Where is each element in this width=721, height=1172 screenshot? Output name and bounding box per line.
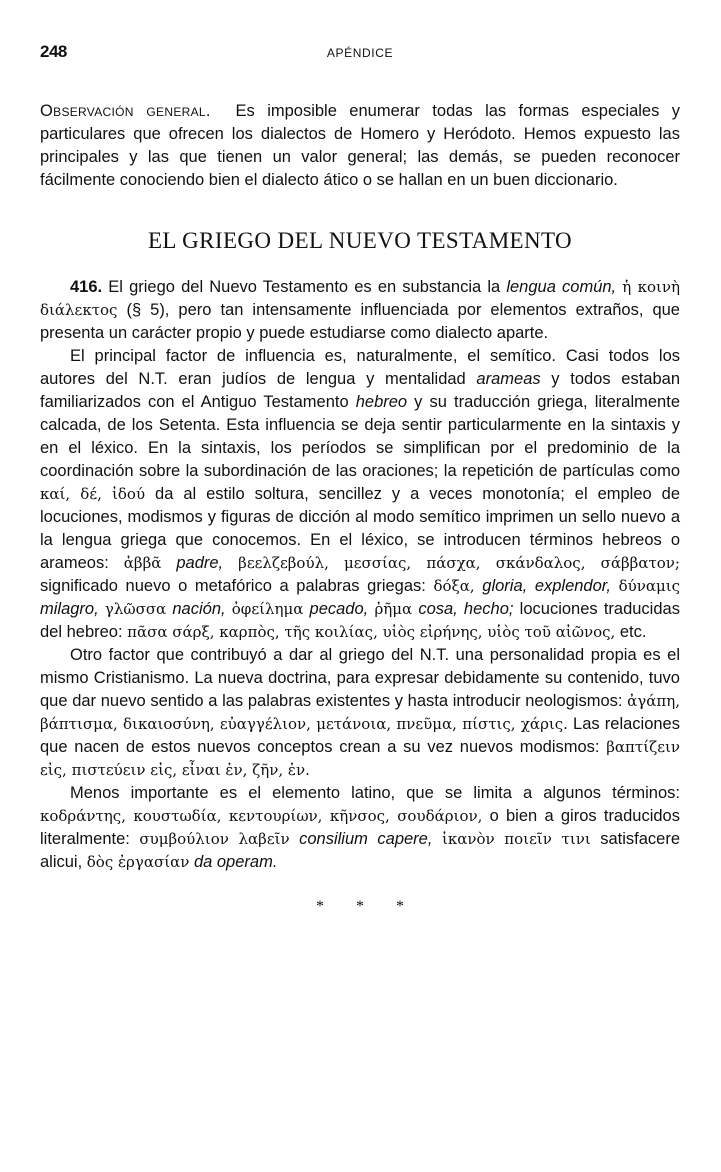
p2-greek-n: δύναμις [618,577,680,595]
p2-text-a: El principal factor de influencia es, naturalmente, el semítico. Casi todos los autores del N.T. eran judíos de lengua y mentalidad [40,347,680,388]
p2-italic-o: milagro, [40,600,99,618]
paragraph-christianity [40,644,680,782]
section-end-mark: * * * [316,898,418,915]
running-head [40,40,680,64]
p1-text-d: (§ 5), pero tan intensamente influenciada por elementos extraños, que presenta un carácter propio y puede estudiarse como dialecto aparte. [40,301,680,342]
p2-greek-t: ῥῆμα [374,600,413,618]
p2-greek-j: βεελζεβούλ, μεσσίας, πάσχα, σκάνδαλος, σάββατον; [238,554,680,572]
p4-text-g: satisfacere alicui, [40,830,680,871]
observation-label: Observación general. [40,102,211,120]
p4-italic-i: da operam. [193,853,278,871]
p4-greek-d: συμβούλιον λαβεῖν [139,830,290,848]
p2-italic-i: padre, [176,554,224,572]
page-number: 248 [40,42,67,61]
p2-greek-w: πᾶσα σάρξ, καρπὸς, τῆς κοιλίας, υἱὸς εἰρήνης, υἱὸς τοῦ αἰῶνος, [127,623,616,641]
p3-greek-b: ἀγάπη, βάπτισμα, δικαιοσύνη, εὐαγγέλιον, μετάνοια, πνεῦμα, πίστις, χάρις. [40,692,680,733]
p2-italic-b: arameas [476,370,541,388]
paragraph-number: 416. [70,278,103,296]
p2-greek-f: καί, δέ, ἰδού [40,485,146,503]
p2-text-k: significado nuevo o metafórico a palabras griegas: [40,577,434,595]
paragraph-416 [40,276,680,345]
p2-greek-h: ἀββᾶ [123,554,162,572]
p2-greek-p: γλῶσσα [104,600,167,618]
p2-italic-m: gloria, explendor, [482,577,611,595]
p1-greek-c: ἡ κοινὴ διάλεκτος [40,278,681,319]
p2-italic-q: nación, [172,600,226,618]
p1-text-a: El griego del Nuevo Testamento es en substancia la [108,278,507,296]
p2-italic-u: cosa, hecho; [418,600,514,618]
p4-text-a: Menos importante es el elemento latino, que se limita a algunos términos: [70,784,680,802]
p2-text-v: locuciones traducidas del hebreo: [40,600,680,641]
paragraph-semitic-influence [40,345,680,644]
p4-italic-e: consilium capere, [299,830,433,848]
p1-italic-b: lengua común, [506,278,617,296]
book-page [40,40,680,916]
observation-paragraph [40,100,680,192]
observation-text: Es imposible enumerar todas las formas especiales y particulares que ofrecen los dialectos de Homero y Heródoto. Hemos expuesto las principales y las que tienen un valor general; las demás, se pueden reconocer fácilmente conociendo bien el dialecto ático o se hallan en un buen diccionario. [40,102,680,189]
p2-greek-r: ὀφείλημα [231,600,304,618]
p3-text-a: Otro factor que contribuyó a dar al griego del N.T. una personalidad propia es el mismo Cristianismo. La nueva doctrina, para expresar debidamente su contenido, tuvo que dar nuevo sentido a las palabras existentes y hasta introducir neologismos: [40,646,680,710]
p4-text-c: o bien a giros traducidos literalmente: [40,807,680,848]
paragraph-latin-element [40,782,680,874]
p2-text-x: etc. [615,623,647,641]
p4-greek-f: ἱκανὸν ποιεῖν τινι [441,830,591,848]
p3-text-c: Las relaciones que nacen de estos nuevos conceptos crean a su vez nuevos modismos: [40,715,680,756]
p2-italic-s: pecado, [309,600,369,618]
running-title: APÉNDICE [326,46,394,60]
p4-greek-h: δὸς ἐργασίαν [86,853,190,871]
p4-greek-b: κοδράντης, κουστωδία, κεντουρίων, κῆνσος, σουδάριον, [40,807,483,825]
p2-text-e: y su traducción griega, literalmente calcada, de los Setenta. Esta influencia se deja sentir particularmente en la sintaxis y en el léxico. En la sintaxis, los períodos se simplifican por el predominio de la coordinación sobre la subordinación de las oraciones; la repetición de partículas como [40,393,680,480]
p2-text-c: y todos estaban familiarizados con el Antiguo Testamento [40,370,680,411]
p2-italic-d: hebreo [355,393,408,411]
p3-greek-d: βαπτίζειν εἰς, πιστεύειν εἰς, εἶναι ἐν, ζῆν, ἐν. [40,738,680,779]
p2-greek-l: δόξα, [433,577,475,595]
section-title: EL GRIEGO DEL NUEVO TESTAMENTO [147,228,573,253]
p2-text-g: da al estilo soltura, sencillez y a veces monotonía; el empleo de locuciones, modismos y figuras de dicción al modo semítico imprimen un sello nuevo a la lengua griega que conocemos. En el léxico, se introducen términos hebreos o arameos: [40,485,680,572]
